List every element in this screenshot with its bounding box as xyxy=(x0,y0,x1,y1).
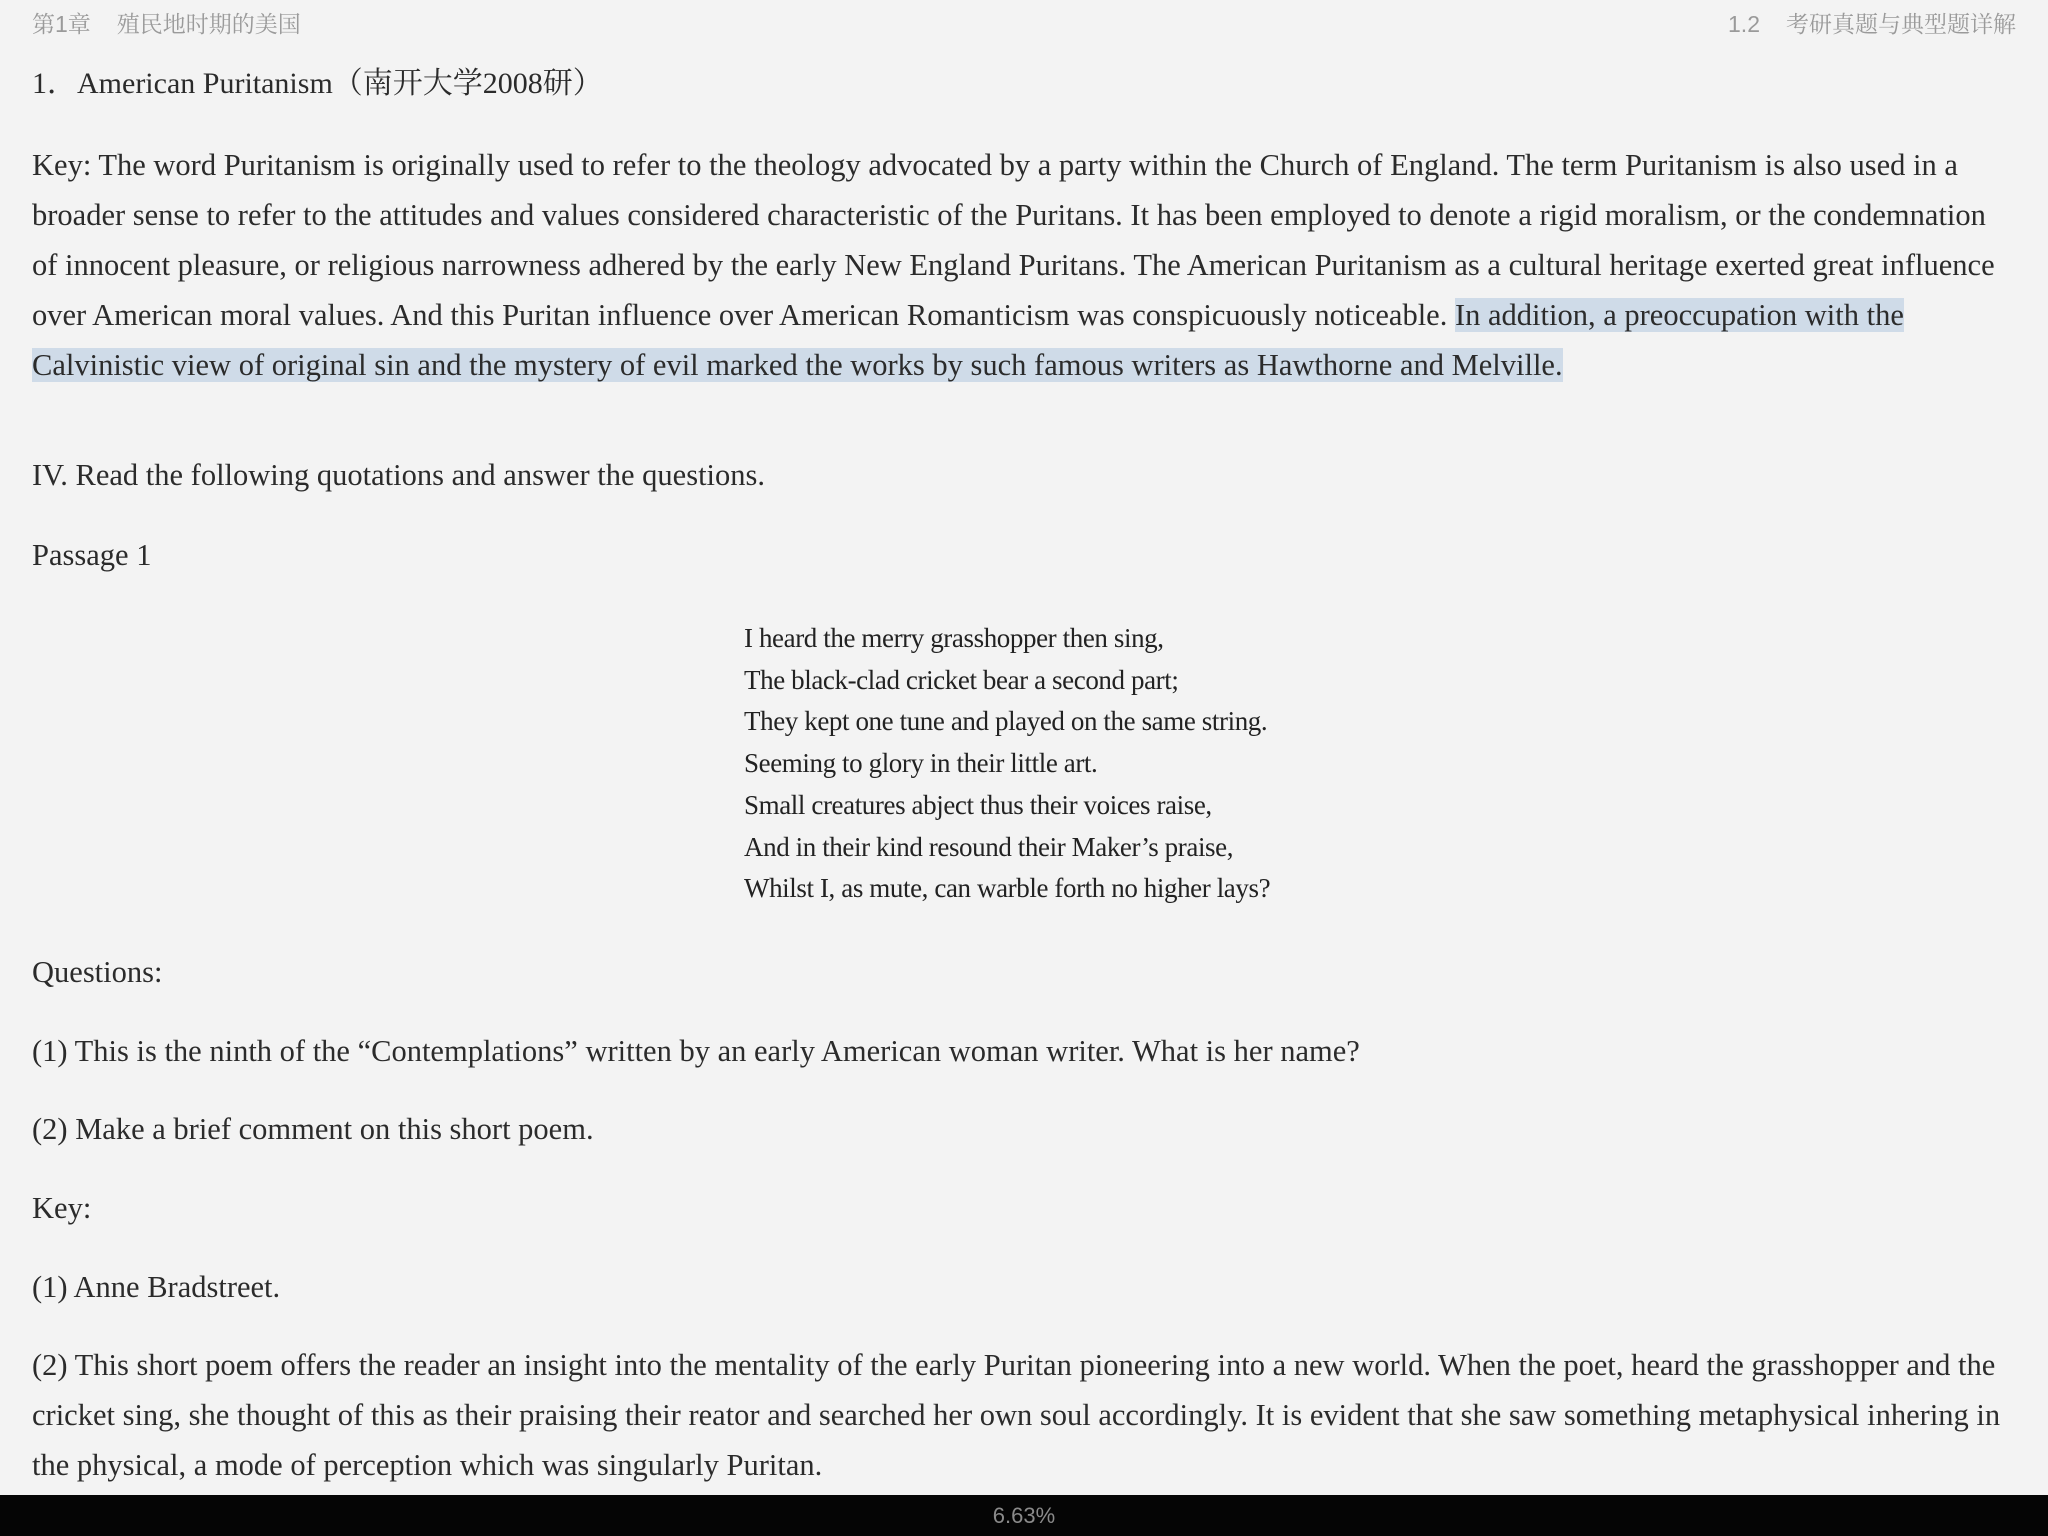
key-paragraph-text: Key: The word Puritanism is originally used to refer to the theology advocated by a party within the Church of England. The term Puritanism is also used in a broader sense to refer to the attitudes and values considered characteristic of the Puritans. It has been employed to denote a rigid moralism, or the condemnation of innocent pleasure, or religious narrowness adhered by the early New England Puritans. The American Puritanism as a cultural heritage exerted great influence over American moral values. And this Puritan influence over American Romanticism was conspicuously noticeable. xyxy=(32,148,1995,332)
poem-line: Seeming to glory in their little art. xyxy=(744,748,1098,779)
chapter-number: 第1章 xyxy=(32,11,91,37)
poem-line: They kept one tune and played on the same string. xyxy=(744,706,1268,737)
section-iv-heading: IV. Read the following quotations and answer the questions. xyxy=(32,458,766,492)
answer-2: (2) This short poem offers the reader an insight into the mentality of the early Puritan pioneering into a new world. When the poet, heard the grasshopper and the cricket sing, she thought of this as their praising their reator and searched her own soul accordingly. It is evident that she saw something metaphysical inhering in the physical, a mode of perception which was singularly Puritan. xyxy=(32,1348,2001,1482)
passage-label: Passage 1 xyxy=(32,538,152,572)
question-1: (1) This is the ninth of the “Contemplations” written by an early American woman writer. What is her name? xyxy=(32,1034,1360,1068)
item-title: 1．American Puritanism（南开大学2008研） xyxy=(32,67,603,100)
chapter-title: 殖民地时期的美国 xyxy=(116,11,301,37)
question-2: (2) Make a brief comment on this short poem. xyxy=(32,1112,594,1146)
highlighted-text[interactable]: In addition, a preoccupation with the Calvinistic view of original sin and the mystery of evil marked the works by such famous writers as Hawthorne and Melville. xyxy=(32,298,1904,382)
answer-1: (1) Anne Bradstreet. xyxy=(32,1270,281,1304)
key-heading: Key: xyxy=(32,1191,92,1225)
poem-line: Small creatures abject thus their voices raise, xyxy=(744,789,1212,820)
reading-progress: 6.63% xyxy=(992,1503,1056,1528)
poem-image xyxy=(744,618,1270,910)
poem-line: And in their kind resound their Maker’s praise, xyxy=(744,831,1234,862)
poem-line: The black-clad cricket bear a second part; xyxy=(744,664,1179,695)
section-heading xyxy=(1728,6,2016,39)
status-bar xyxy=(0,1495,2048,1536)
poem-line: Whilst I, as mute, can warble forth no higher lays? xyxy=(744,873,1271,904)
key-paragraph[interactable] xyxy=(32,140,2012,390)
section-title: 考研真题与典型题详解 xyxy=(1786,11,2016,37)
section-number: 1.2 xyxy=(1728,11,1760,37)
chapter-heading xyxy=(32,6,301,39)
reader-content[interactable] xyxy=(32,60,2016,1482)
poem-line: I heard the merry grasshopper then sing, xyxy=(744,623,1164,653)
questions-heading: Questions: xyxy=(32,955,163,989)
page-header xyxy=(0,0,2048,42)
